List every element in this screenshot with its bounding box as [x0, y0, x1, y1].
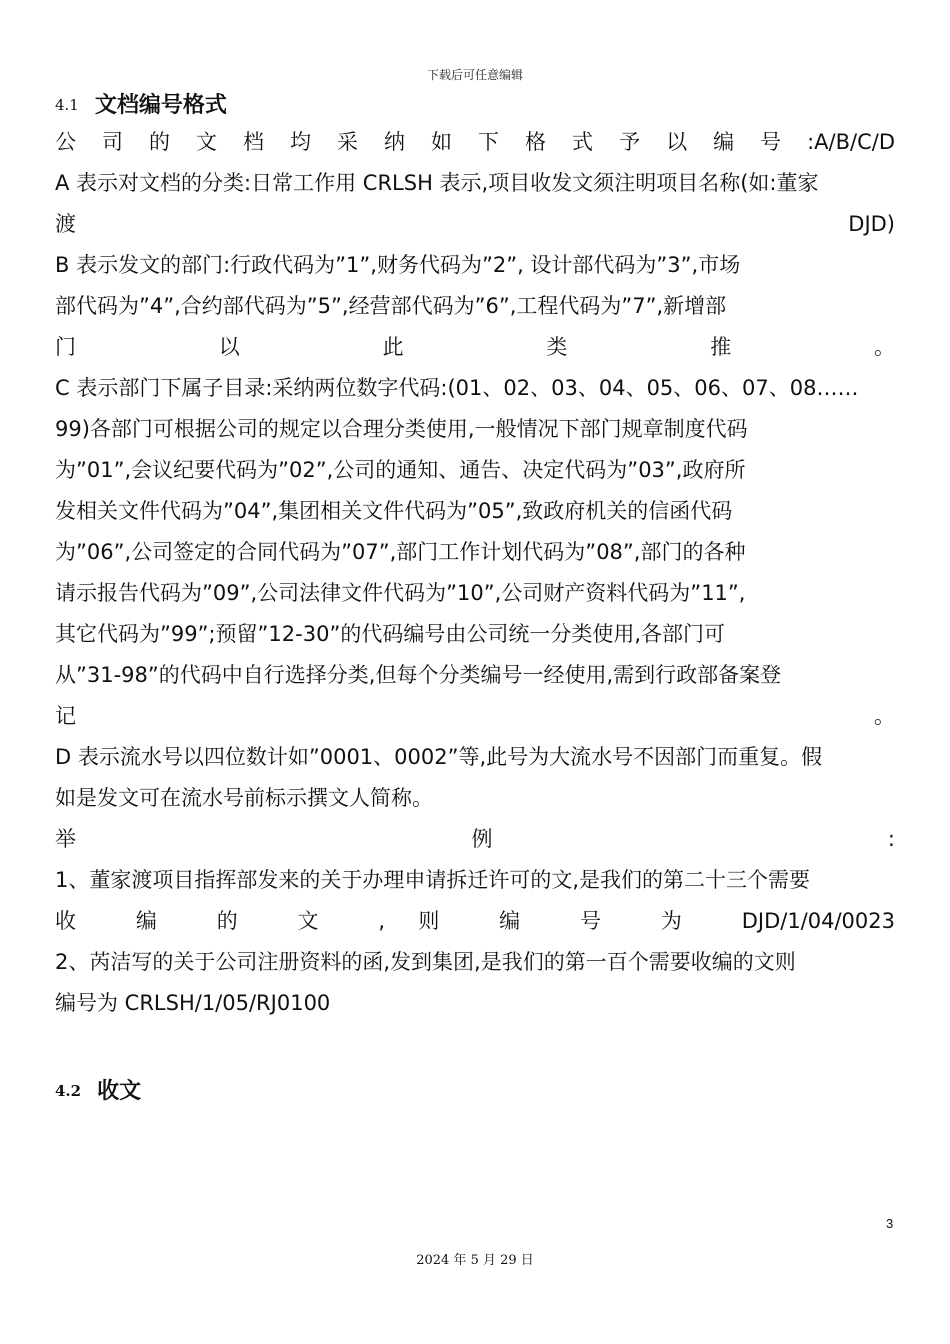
section-number: 4.1 — [55, 96, 79, 114]
section-heading-4-1 — [55, 88, 227, 119]
body-line: A 表示对文档的分类:日常工作用 CRLSH 表示,项目收发文须注明项目名称(如:董家 — [55, 171, 819, 195]
page-header: 下载后可任意编辑 — [426, 68, 523, 82]
body-line: 门 以 此 类 推 。 — [55, 335, 895, 359]
body-line: 其它代码为”99”;预留”12-30”的代码编号由公司统一分类使用,各部门可 — [55, 622, 726, 646]
body-line: 为”01”,会议纪要代码为”02”,公司的通知、通告、决定代码为”03”,政府所 — [55, 458, 746, 482]
body-line: 请示报告代码为”09”,公司法律文件代码为”10”,公司财产资料代码为”11”, — [55, 581, 746, 605]
body-line: 编号为 CRLSH/1/05/RJ0100 — [55, 991, 331, 1015]
page-number: 3 — [886, 1216, 894, 1231]
body-line: 收 编 的 文 , 则 编 号 为 DJD/1/04/0023 — [55, 909, 895, 933]
body-line: 部代码为”4”,合约部代码为”5”,经营部代码为”6”,工程代码为”7”,新增部 — [55, 294, 727, 318]
body-line: 举 例 : — [55, 827, 895, 851]
body-line: 发相关文件代码为”04”,集团相关文件代码为”05”,致政府机关的信函代码 — [55, 499, 733, 523]
body-line: 99)各部门可根据公司的规定以合理分类使用,一般情况下部门规章制度代码 — [55, 417, 748, 441]
body-line: 公 司 的 文 档 均 采 纳 如 下 格 式 予 以 编 号 :A/B/C/D — [55, 130, 895, 154]
body-line: 渡 DJD) — [55, 212, 895, 236]
body-line: 记 。 — [55, 704, 895, 728]
body-line: B 表示发文的部门:行政代码为”1”,财务代码为”2”, 设计部代码为”3”,市场 — [55, 253, 741, 277]
body-line: D 表示流水号以四位数计如”0001、0002”等,此号为大流水号不因部门而重复。假 — [55, 745, 823, 769]
body-line: 1、董家渡项目指挥部发来的关于办理申请拆迁许可的文,是我们的第二十三个需要 — [55, 868, 811, 892]
page-footer-date: 2024 年 5 月 29 日 — [416, 1253, 534, 1268]
section-title: 收文 — [97, 1079, 142, 1104]
body-line: C 表示部门下属子目录:采纳两位数字代码:(01、02、03、04、05、06、07、08…… — [55, 376, 859, 400]
section-heading-4-2 — [55, 1074, 141, 1105]
body-line: 如是发文可在流水号前标示撰文人简称。 — [55, 786, 433, 810]
body-line: 2、芮洁写的关于公司注册资料的函,发到集团,是我们的第一百个需要收编的文则 — [55, 950, 796, 974]
body-line: 为”06”,公司签定的合同代码为”07”,部门工作计划代码为”08”,部门的各种 — [55, 540, 746, 564]
section-number: 4.2 — [55, 1082, 82, 1100]
body-line: 从”31-98”的代码中自行选择分类,但每个分类编号一经使用,需到行政部备案登 — [55, 663, 782, 687]
section-title: 文档编号格式 — [94, 93, 227, 118]
